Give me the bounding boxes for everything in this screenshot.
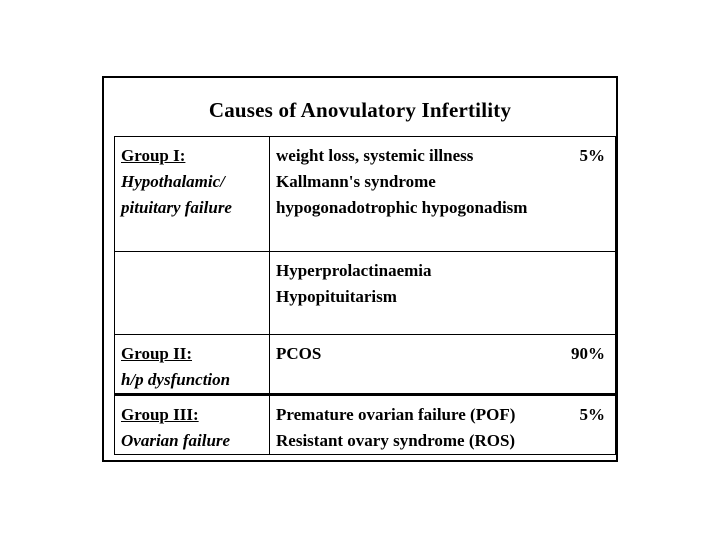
group-cell (115, 137, 270, 252)
cause-text: hypogonadotrophic hypogonadism (276, 198, 528, 217)
table-row-group-1b (115, 252, 616, 335)
cause-text: PCOS (276, 344, 322, 363)
cause-line (276, 341, 605, 367)
group-cell (115, 335, 270, 395)
group-category-line: Hypothalamic/ (121, 172, 225, 191)
group-label: Group I: (121, 146, 186, 165)
causes-cell (270, 137, 616, 252)
group-category-line: Ovarian failure (121, 431, 231, 450)
cause-percent: 5% (579, 146, 605, 165)
table-row-group-3 (115, 395, 616, 455)
cause-line (276, 195, 605, 221)
cause-text: weight loss, systemic illness (276, 146, 474, 165)
table-row-group-2 (115, 335, 616, 395)
causes-cell (270, 252, 616, 335)
group-category-line: pituitary failure (121, 198, 232, 217)
cause-text: Hypopituitarism (276, 287, 397, 306)
cause-percent: 5% (579, 405, 605, 424)
cause-text: Kallmann's syndrome (276, 172, 436, 191)
causes-cell (270, 395, 616, 455)
group-label: Group III: (121, 405, 199, 424)
slide-title: Causes of Anovulatory Infertility (208, 98, 512, 122)
cause-percent: 90% (571, 344, 605, 363)
group-category-line: h/p dysfunction (121, 370, 231, 389)
cause-text: Hyperprolactinaemia (276, 261, 432, 280)
group-cell (115, 395, 270, 455)
cause-line (276, 143, 605, 169)
cause-text: Resistant ovary syndrome (ROS) (276, 431, 516, 450)
causes-cell (270, 335, 616, 395)
cause-line (276, 284, 605, 310)
group-cell-empty (115, 252, 270, 335)
cause-text: Premature ovarian failure (POF) (276, 405, 516, 424)
table-row-group-1 (115, 137, 616, 252)
cause-line (276, 428, 605, 454)
cause-line (276, 258, 605, 284)
cause-line (276, 169, 605, 195)
cause-line (276, 402, 605, 428)
slide-frame (102, 76, 618, 462)
group-label: Group II: (121, 344, 193, 363)
causes-table (114, 136, 616, 455)
